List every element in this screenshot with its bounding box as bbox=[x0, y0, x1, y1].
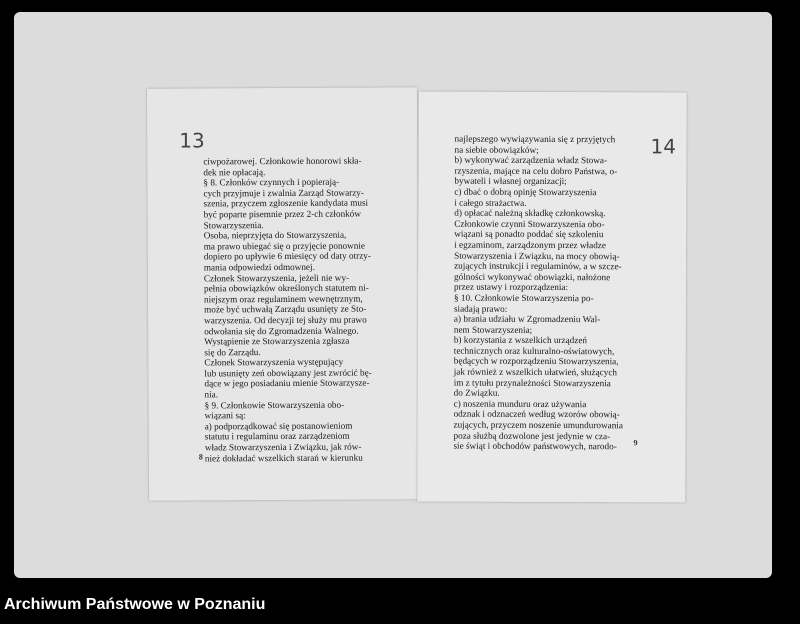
text-line: statutu i regulaminu oraz zarządzeniom bbox=[204, 431, 350, 442]
text-line: wiązani są ponadto poddać się szkoleniu bbox=[454, 229, 604, 240]
text-line: § 8. Członków czynnych i popierają- bbox=[203, 176, 340, 188]
text-line: szenia, przyczem zgłoszenie kandydata musi bbox=[203, 197, 369, 209]
text-line: poza służbą dozwolone jest jedynie w cza- bbox=[453, 430, 611, 441]
text-line: zujących, przyczem noszenie umundurowania bbox=[453, 419, 623, 431]
text-line: Wystąpienie ze Stowarzyszenia zgłasza bbox=[204, 335, 350, 347]
text-line: odwołania się do Zgromadzenia Walnego. bbox=[204, 325, 359, 336]
text-line: dące w jego posiadaniu mienie Stowarzysze- bbox=[204, 378, 370, 389]
text-line: b) wykonywać zarządzenia władz Stowa- bbox=[454, 154, 608, 166]
text-line: ciwpożarowej. Członkowie honorowi skła- bbox=[203, 155, 362, 167]
text-line: Członek Stowarzyszenia, jeżeli nie wy- bbox=[203, 272, 350, 283]
text-line: Stowarzyszenia. bbox=[203, 219, 264, 230]
text-line: siadają prawo: bbox=[453, 303, 508, 314]
text-line: b) korzystania z wszelkich urządzeń bbox=[453, 334, 588, 346]
text-line: § 10. Członkowie Stowarzyszenia po- bbox=[453, 292, 594, 304]
text-line: nież dokładać wszelkich starań w kierunku bbox=[204, 452, 363, 464]
text-line: dopiero po upływie 6 miesięcy od daty otrzy- bbox=[203, 250, 371, 262]
text-line: najlepszego wywiązywania się z przyjętych bbox=[454, 133, 616, 145]
text-line: dek nie opłacają. bbox=[203, 166, 266, 178]
text-line: gólności wykonywać obowiązki, nałożone bbox=[454, 271, 611, 282]
text-line: Członek Stowarzyszenia występujący bbox=[204, 356, 344, 368]
text-line: § 9. Członkowie Stowarzyszenia obo- bbox=[204, 399, 345, 411]
text-line: mania odpowiedzi odmownej. bbox=[203, 261, 315, 273]
text-line: na siebie obowiązków; bbox=[454, 144, 539, 155]
text-line: technicznych oraz kulturalno-oświatowych, bbox=[453, 345, 615, 357]
left-folio: 8 bbox=[198, 452, 203, 462]
right-folio: 9 bbox=[633, 438, 638, 448]
text-line: Członkowie czynni Stowarzyszenia obo- bbox=[454, 218, 605, 229]
text-line: d) opłacać należną składkę członkowską. bbox=[454, 207, 606, 219]
text-line: c) noszenia munduru oraz używania bbox=[453, 398, 587, 409]
text-line: niejszym oraz regulaminem wewnętrznym, bbox=[203, 293, 363, 305]
plate-edge bbox=[780, 0, 800, 624]
left-page-text bbox=[203, 155, 395, 463]
text-line: władz Stowarzyszenia i Związku, jak rów- bbox=[204, 441, 362, 453]
text-line: odznak i odznaczeń według wzorów obowią- bbox=[453, 409, 620, 420]
right-page-text bbox=[453, 134, 648, 452]
text-line: bywateli i własnej organizacji; bbox=[454, 176, 567, 187]
text-line: się do Zarządu. bbox=[204, 346, 261, 358]
open-booklet bbox=[142, 80, 694, 510]
text-line: rzyszenia, mające na celu dobro Państwa, o- bbox=[454, 165, 618, 177]
text-line: i egzaminom, zarządzonym przez władze bbox=[454, 239, 606, 251]
archive-caption: Archiwum Państwowe w Poznaniu bbox=[4, 596, 266, 613]
text-line: zujących instrukcji i regulaminów, a w szcze- bbox=[454, 260, 622, 272]
text-line: może być uchwałą Zarządu usunięty ze Sto- bbox=[204, 303, 367, 315]
text-line: a) podporządkować się postanowieniom bbox=[204, 420, 353, 432]
text-line: lub usunięty zeń obowiązany jest zwrócić bę- bbox=[204, 367, 372, 379]
text-line: c) dbać o dobrą opinję Stowarzyszenia bbox=[454, 186, 597, 198]
right-handwritten-number: 14 bbox=[650, 134, 677, 159]
text-line: nia. bbox=[204, 389, 219, 400]
text-line: do Związku. bbox=[453, 387, 500, 399]
text-line: być poparte pisemnie przez 2-ch członków bbox=[203, 208, 362, 220]
text-line: będących w rozporządzeniu Stowarzyszenia, bbox=[453, 356, 619, 367]
text-line: Stowarzyszenia i Związku, na mocy obowią- bbox=[454, 250, 620, 261]
text-line: sie świąt i obchodów państwowych, narodo- bbox=[453, 440, 617, 452]
text-line: cych przyjmuje i zwalnia Zarząd Stowarzy- bbox=[203, 187, 364, 199]
text-line: przez ustawy i rozporządzenia: bbox=[454, 281, 569, 293]
text-line: i całego strażactwa. bbox=[454, 197, 527, 208]
left-page bbox=[147, 87, 419, 500]
right-page bbox=[417, 92, 686, 503]
text-line: im z tytułu przynależności Stowarzyszenia bbox=[453, 377, 611, 388]
text-line: wiązani są: bbox=[204, 410, 246, 421]
text-line: ma prawo ubiegać się o przyjęcie ponownie bbox=[203, 240, 366, 252]
text-line: pełnia obowiązków określonych statutem ni- bbox=[203, 282, 369, 294]
text-line: warzyszenia. Od decyzji tej służy mu prawo bbox=[204, 314, 367, 326]
text-line: jak również z wszelkich ułatwień, służących bbox=[453, 366, 618, 378]
text-line: a) brania udziału w Zgromadzeniu Wal- bbox=[453, 313, 601, 325]
text-line: nem Stowarzyszenia; bbox=[453, 324, 533, 335]
left-handwritten-number: 13 bbox=[179, 128, 205, 153]
text-line: Osoba, nieprzyjęta do Stowarzyszenia, bbox=[203, 229, 347, 241]
